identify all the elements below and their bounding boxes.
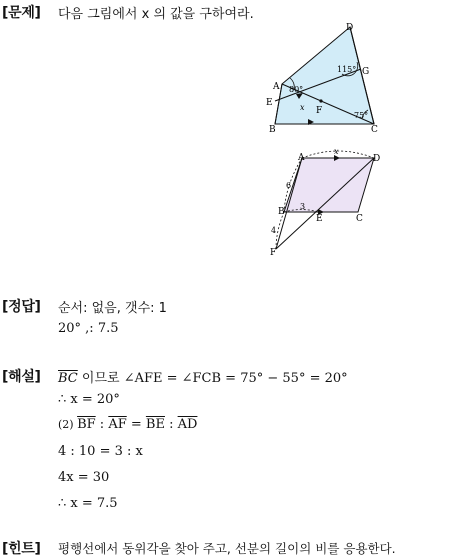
label2-B: B <box>278 207 285 217</box>
solution-line6: ∴ x = 7.5 <box>58 496 118 511</box>
hint-tag: [힌트] <box>2 541 41 557</box>
solution-line3: (2) $\overline{BF}$ : $\overline{AF} = \overline{BE}$ : $\overline{AD}$ <box>58 417 198 432</box>
problem-tag: [문제] <box>2 5 41 21</box>
length-6: 6 <box>286 181 292 190</box>
segment-be: $\overline{BE}$ <box>145 417 165 432</box>
solution-line3-prefix: (2) <box>58 418 78 431</box>
solution-line2: ∴ x = 20° <box>58 392 120 407</box>
angle-80: 80° <box>289 85 304 94</box>
label-G: G <box>362 67 370 77</box>
label2-F: F <box>270 248 277 258</box>
label2-C: C <box>356 214 363 224</box>
hint-text: 평행선에서 동위각을 찾아 주고, 선분의 길이의 비를 응용한다. <box>58 541 396 556</box>
label2-A: A <box>298 153 305 163</box>
answer-line2: 20° ,: 7.5 <box>58 321 119 336</box>
solution-line4: 4 : 10 = 3 : x <box>58 444 143 459</box>
segment-bf: $\overline{BF}$ <box>77 417 96 432</box>
solution-line1-rest: 이므로 ∠AFE = ∠FCB = 75° − 55° = 20° <box>77 371 348 386</box>
figure-parallelogram <box>262 148 392 258</box>
label-C: C <box>371 125 378 135</box>
problem-question: 다음 그림에서 x 의 값을 구하여라. <box>58 7 254 22</box>
label-E: E <box>266 98 273 108</box>
point-f <box>319 99 322 102</box>
angle-115: 115° <box>337 65 357 74</box>
length-4: 4 <box>271 226 277 235</box>
length-x: x <box>334 148 339 156</box>
label-F: F <box>316 106 323 116</box>
label-A: A <box>273 82 280 92</box>
quad-fill <box>275 27 374 124</box>
label-B: B <box>269 125 276 135</box>
solution-line1 <box>58 367 348 386</box>
label2-D: D <box>373 154 381 164</box>
figure-triangle <box>262 18 392 136</box>
angle-75: 75° <box>354 111 369 120</box>
answer-tag: [정답] <box>2 299 41 315</box>
label-D: D <box>346 23 354 33</box>
label2-E: E <box>316 214 323 224</box>
segment-af: $\overline{AF}$ <box>108 417 127 432</box>
length-3: 3 <box>300 202 306 211</box>
angle-x: x <box>300 103 305 112</box>
solution-line5: 4x = 30 <box>58 470 110 485</box>
segment-ad: $\overline{AD}$ <box>177 417 198 432</box>
answer-line1: 순서: 없음, 갯수: 1 <box>58 301 167 316</box>
segment-bc: $\overline{BC}$ <box>58 371 78 386</box>
solution-tag: [해설] <box>2 369 41 385</box>
